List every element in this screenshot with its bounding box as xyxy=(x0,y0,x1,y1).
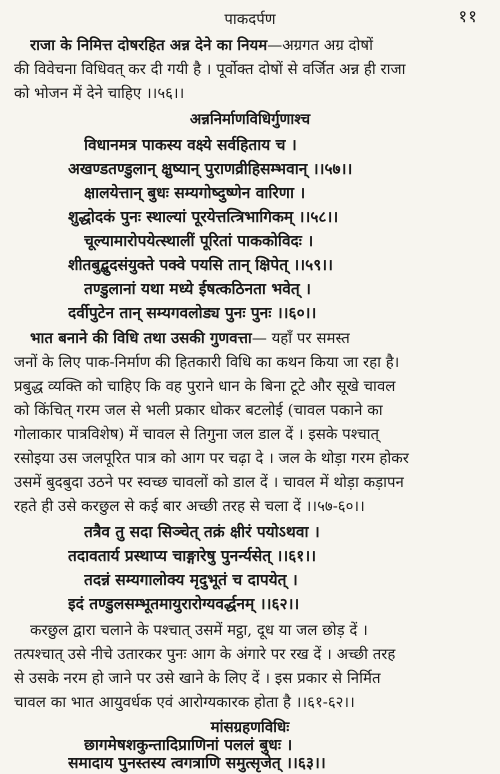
verse-line: दर्वीपुटेन तान् सम्यगवलोड्य पुनः पुनः ।।६०।। xyxy=(68,303,317,322)
para2-line1 xyxy=(30,327,490,349)
para1-line2: की विवेचना विधिवत् कर दी गयी है । पूर्वोक्त दोषों से वर्जित अन्न ही राजा xyxy=(14,60,406,78)
verse-line: छागमेषशकुन्तादिप्राणिनां पललं बुधः । xyxy=(84,735,293,754)
verse-line: तदावतार्य प्रस्थाप्य चाङ्गारेषु पुनर्न्यसेत् ।।६१।। xyxy=(68,546,317,565)
para2-line: उसमें बुदबुदा उठने पर स्वच्छ चावलों को डाल दें । चावल में थोड़ा कड़ापन xyxy=(14,473,404,491)
page-number: ११ xyxy=(458,7,478,27)
verse-line: तदन्नं सम्यगालोक्य मृदुभूतं च दापयेत् । xyxy=(84,570,298,589)
para1-heading: राजा के निमित्त दोषरहित अन्न देने का नियम xyxy=(30,36,268,54)
para2-line: गोलाकार पात्रविशेष) में चावल से तिगुना जल डाल दें । इसके पश्चात् xyxy=(14,425,380,443)
para2-line: प्रबुद्ध व्यक्ति को चाहिए कि वह पुराने धान के बिना टूटे और सूखे चावल xyxy=(14,377,396,395)
para2-line: को किंचित् गरम जल से भली प्रकार धोकर बटलोई (चावल पकाने का xyxy=(14,401,383,419)
para1-line1-text: —अग्रगत अग्र दोषों xyxy=(267,36,373,54)
para2-line: रहते ही उसे करछुल से कई बार अच्छी तरह से चला दें ।।५७-६०।। xyxy=(14,497,365,515)
para1-line1 xyxy=(30,34,490,56)
section-title-2: मांसग्रहणविधिः xyxy=(210,718,290,736)
verse-line: शुद्धोदकं पुनः स्थाल्यां पूरयेत्तत्त्रिभागिकम् ।।५८।। xyxy=(68,207,339,226)
verse-line: तत्रैव तु सदा सिञ्चेत् तक्रं क्षीरं पयोऽथवा । xyxy=(84,522,320,541)
verse-line: क्षालयेत्तान् बुधः सम्यगोष्दुष्णेन वारिणा । xyxy=(84,183,306,202)
para2-heading: भात बनाने की विधि तथा उसकी गुणवत्ता xyxy=(30,329,252,347)
verse-line: तण्डुलानां यथा मध्ये ईषत्कठिनता भवेत् । xyxy=(84,279,311,298)
para2-line: रसोइया उस जलपूरित पात्र को आग पर चढ़ा दे । जल के थोड़ा गरम होकर xyxy=(14,449,409,467)
verse-line: समादाय पुनस्तस्य त्वगत्राणि समुत्सृजेत् ।।६३।। xyxy=(68,753,326,772)
running-header: पाकदर्पण xyxy=(224,10,276,28)
verse-line: शीतबुद्बुदसंयुक्ते पक्वे पयसि तान् क्षिपेत् ।।५९।। xyxy=(68,255,334,274)
para3-line: तत्पश्चात् उसे नीचे उतारकर पुनः आग के अंगारे पर रख दें । अच्छी तरह xyxy=(14,645,396,663)
para3-line: से उसके नरम हो जाने पर उसे खाने के लिए दें । इस प्रकार से निर्मित xyxy=(14,669,381,687)
para2-line1-text: — यहाँ पर समस्त xyxy=(251,329,350,347)
verse-line: अखण्डतण्डुलान् क्षुष्यान् पुराणव्रीहिसम्भवान् ।।५७।। xyxy=(68,159,353,178)
verse-line: चूल्यामारोपयेत्स्थालीं पूरितां पाककोविदः । xyxy=(84,231,314,250)
verse-line: विधानमत्र पाकस्य वक्ष्ये सर्वहिताय च । xyxy=(84,135,297,154)
section-title-1: अन्ननिर्माणविधिर्गुणाश्च xyxy=(189,110,311,128)
verse-line: इदं तण्डुलसम्भूतमायुरारोग्यवर्द्धनम् ।।६२।। xyxy=(68,594,300,613)
para2-line: जनों के लिए पाक-निर्माण की हितकारी विधि का कथन किया जा रहा है। xyxy=(14,353,400,371)
para3-line: करछुल द्वारा चलाने के पश्चात् उसमें मट्ठा, दूध या जल छोड़ दें । xyxy=(30,621,368,639)
para3-line: चावल का भात आयुवर्धक एवं आरोग्यकारक होता है ।।६१-६२।। xyxy=(14,693,355,711)
para1-line3: को भोजन में देने चाहिए ।।५६।। xyxy=(14,84,185,102)
